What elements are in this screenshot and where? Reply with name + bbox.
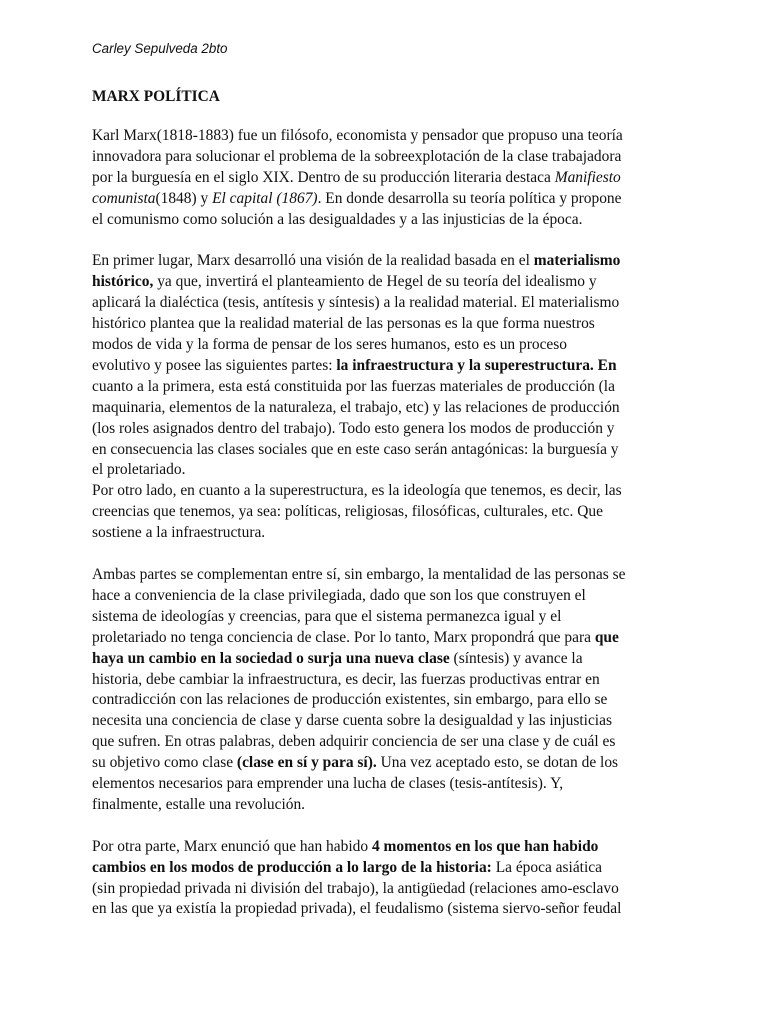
text-line: Ambas partes se complementan entre sí, sin embargo, la mentalidad de las personas se [92,566,626,583]
paragraph-materialism [92,251,682,481]
text-run: Una vez aceptado esto, se dotan de los [376,754,619,772]
paragraph-superstructure [92,481,682,544]
italic-text: Manifiesto [554,168,621,186]
text-line: sostiene a la infraestructura. [92,524,266,542]
text-run: (síntesis) y avance la [449,649,583,667]
text-line: Por otro lado, en cuanto a la superestructura, es la ideología que tenemos, es decir, las [92,482,622,500]
text-line: necesita una conciencia de clase y darse cuenta sobre la desigualdad y las injusticias [92,712,612,730]
text-run: ya que, invertirá el planteamiento de Hegel de su teoría del idealismo y [153,273,597,291]
paragraph-gap [92,231,682,252]
text-line [92,753,682,774]
bold-text: materialismo [533,252,621,270]
paragraph-class-consciousness [92,565,682,816]
text-line: sistema de ideologías y creencias, para que el sistema permanezca igual y el [92,607,562,625]
text-line [92,356,682,377]
text-line: el comunismo como solución a las desigualdades y a las injusticias de la época. [92,210,583,228]
bold-text: (clase en sí y para sí). [236,754,377,772]
bold-text: la infraestructura y la superestructura. [336,356,594,374]
text-line [92,168,682,189]
text-line: en consecuencia las clases sociales que en este caso serán antagónicas: la burguesía y [92,440,619,458]
text-line: creencias que tenemos, ya sea: políticas, religiosas, filosóficas, culturales, etc. Que [92,503,603,521]
text-line: hace a conveniencia de la clase privilegiada, dado que son los que construyen el [92,586,586,604]
text-run: por la burguesía en el siglo XIX. Dentro de su producción literaria destaca [92,168,555,186]
text-run: proletariado no tenga conciencia de clase. Por lo tanto, Marx propondrá que para [92,628,595,646]
text-run: (1848) y [155,189,213,207]
paragraph-gap [92,816,682,837]
bold-text: histórico, [92,273,154,291]
bold-text: que [594,628,619,646]
text-run: En primer lugar, Marx desarrolló una visión de la realidad basada en el [92,252,534,270]
text-line: en las que ya existía la propiedad privada), el feudalismo (sistema siervo-señor feudal [92,900,622,918]
text-line: elementos necesarios para emprender una lucha de clases (tesis-antítesis). Y, [92,775,564,793]
bold-text: cambios en los modos de producción a lo largo de la historia: [92,858,492,876]
text-line [92,189,682,210]
document-title: MARX POLÍTICA [92,88,220,105]
text-line: contradicción con las relaciones de producción existentes, sin embargo, para ello se [92,691,608,709]
text-run: Por otra parte, Marx enunció que han habido [92,837,372,855]
italic-text: comunista [92,189,156,207]
text-line [92,649,682,670]
text-line: cuanto a la primera, esta está constituida por las fuerzas materiales de producción (la [92,377,615,395]
paragraph-modes-of-production [92,837,682,921]
text-line: que sufren. En otras palabras, deben adquirir conciencia de ser una clase y de cuál es [92,733,616,751]
italic-text: El capital (1867) [212,189,318,207]
text-line: Karl Marx(1818-1883) fue un filósofo, economista y pensador que propuso una teoría [92,127,623,144]
text-run: La época asiática [491,858,602,876]
text-line: (sin propiedad privada ni división del trabajo), la antigüedad (relaciones amo-esclavo [92,879,619,897]
text-line [92,251,682,272]
text-run: evolutivo y posee las siguientes partes: [92,356,337,374]
text-line: innovadora para solucionar el problema de la sobreexplotación de la clase trabajadora [92,147,622,165]
paragraph-intro [92,126,682,231]
text-line [92,858,682,879]
bold-text: En [593,356,617,374]
bold-text: haya un cambio en la sociedad o surja una nueva clase [92,649,450,667]
text-line: aplicará la dialéctica (tesis, antítesis y síntesis) a la realidad material. El materialismo [92,294,620,312]
text-run: . En donde desarrolla su teoría política y propone [317,189,622,207]
paragraph-gap [92,544,682,565]
text-line: (los roles asignados dentro del trabajo). Todo esto genera los modos de producción y [92,419,615,437]
text-line [92,837,682,858]
text-line: el proletariado. [92,461,186,479]
text-line [92,272,682,293]
text-line [92,628,682,649]
text-line: maquinaria, elementos de la naturaleza, el trabajo, etc) y las relaciones de producción [92,398,620,416]
text-run: su objetivo como clase [92,754,237,772]
text-line: finalmente, estalle una revolución. [92,795,306,813]
author-line: Carley Sepulveda 2bto [92,41,228,56]
text-line: historia, debe cambiar la infraestructura, es decir, las fuerzas productivas entrar en [92,670,600,688]
document-body [92,126,682,920]
text-line: modos de vida y la forma de pensar de los seres humanos, esto es un proceso [92,336,568,354]
text-line: histórico plantea que la realidad material de las personas es la que forma nuestros [92,315,595,333]
bold-text: 4 momentos en los que han habido [371,837,599,855]
